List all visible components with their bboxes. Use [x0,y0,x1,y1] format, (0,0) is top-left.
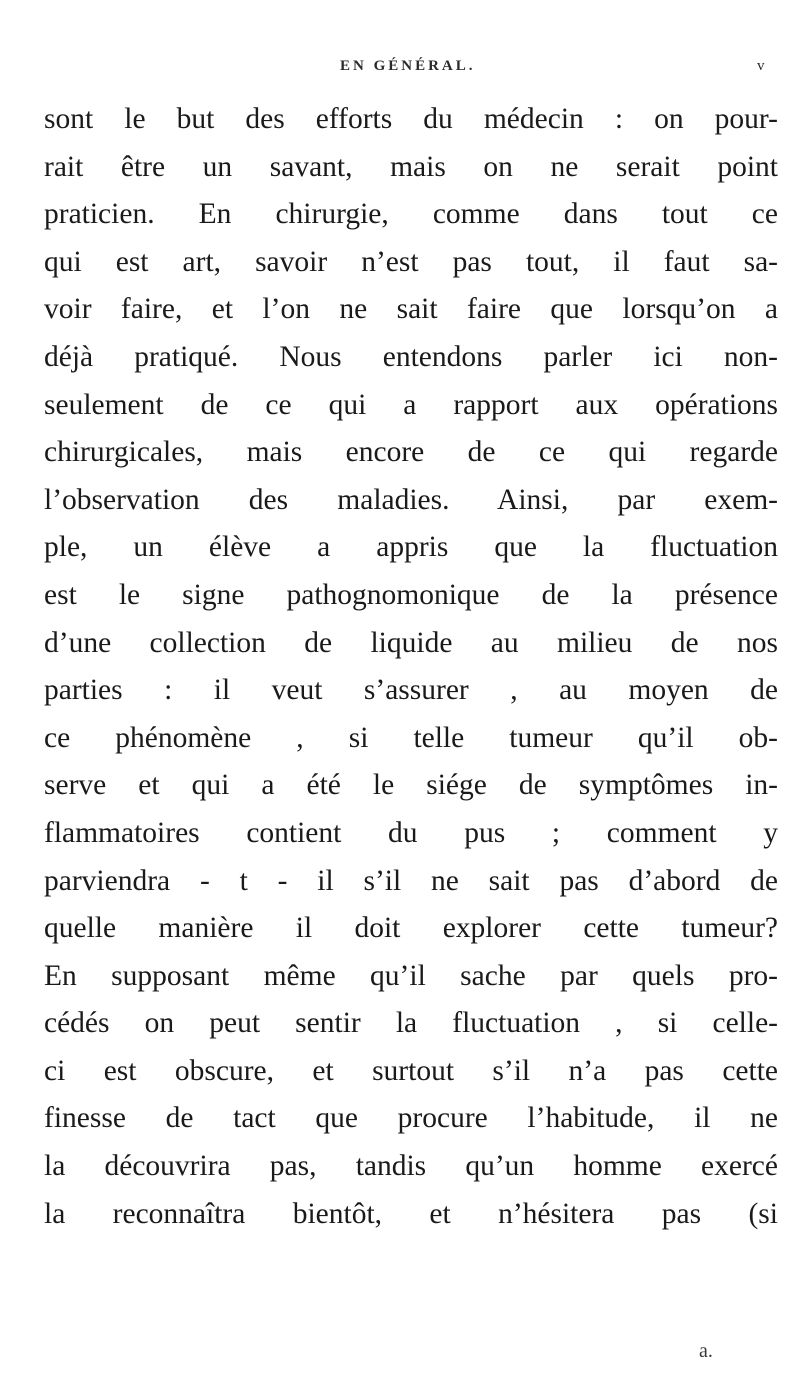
text-line: chirurgicales, mais encore de ce qui regarde [44,436,778,469]
catchword: a. [699,1340,713,1362]
text-line: quelle manière il doit explorer cette tumeur? [44,912,778,945]
text-line: d’une collection de liquide au milieu de nos [44,626,778,659]
text-line: voir faire, et l’on ne sait faire que lorsqu’on a [44,293,778,326]
text-line: déjà pratiqué. Nous entendons parler ici non- [44,340,778,373]
text-line: En supposant même qu’il sache par quels pro- [44,959,778,992]
text-line: praticien. En chirurgie, comme dans tout ce [44,198,778,231]
text-line: est le signe pathognomonique de la présence [44,578,778,611]
text-line: rait être un savant, mais on ne serait point [44,150,778,183]
text-line: ple, un élève a appris que la fluctuation [44,531,778,564]
text-line: la reconnaîtra bientôt, et n’hésitera pas (si [44,1197,778,1230]
running-title: EN GÉNÉRAL. [340,58,476,74]
text-line: qui est art, savoir n’est pas tout, il faut sa- [44,245,778,278]
text-line: flammatoires contient du pus ; comment y [44,816,778,849]
text-line: cédés on peut sentir la fluctuation , si celle- [44,1007,778,1040]
page-number: v [757,58,765,74]
running-head [0,58,800,82]
text-line: finesse de tact que procure l’habitude, il ne [44,1102,778,1135]
text-line: sont le but des efforts du médecin : on pour- [44,103,778,135]
text-line: parviendra - t - il s’il ne sait pas d’abord de [44,864,778,897]
text-line: la découvrira pas, tandis qu’un homme exercé [44,1150,778,1183]
body-text [44,96,778,1238]
text-line: l’observation des maladies. Ainsi, par exem- [44,483,778,516]
text-line: ce phénomène , si telle tumeur qu’il ob- [44,721,778,754]
text-line: seulement de ce qui a rapport aux opérations [44,388,778,421]
text-line: ci est obscure, et surtout s’il n’a pas cette [44,1054,778,1087]
text-line: parties : il veut s’assurer , au moyen de [44,674,778,707]
text-line: serve et qui a été le siége de symptômes in- [44,769,778,802]
